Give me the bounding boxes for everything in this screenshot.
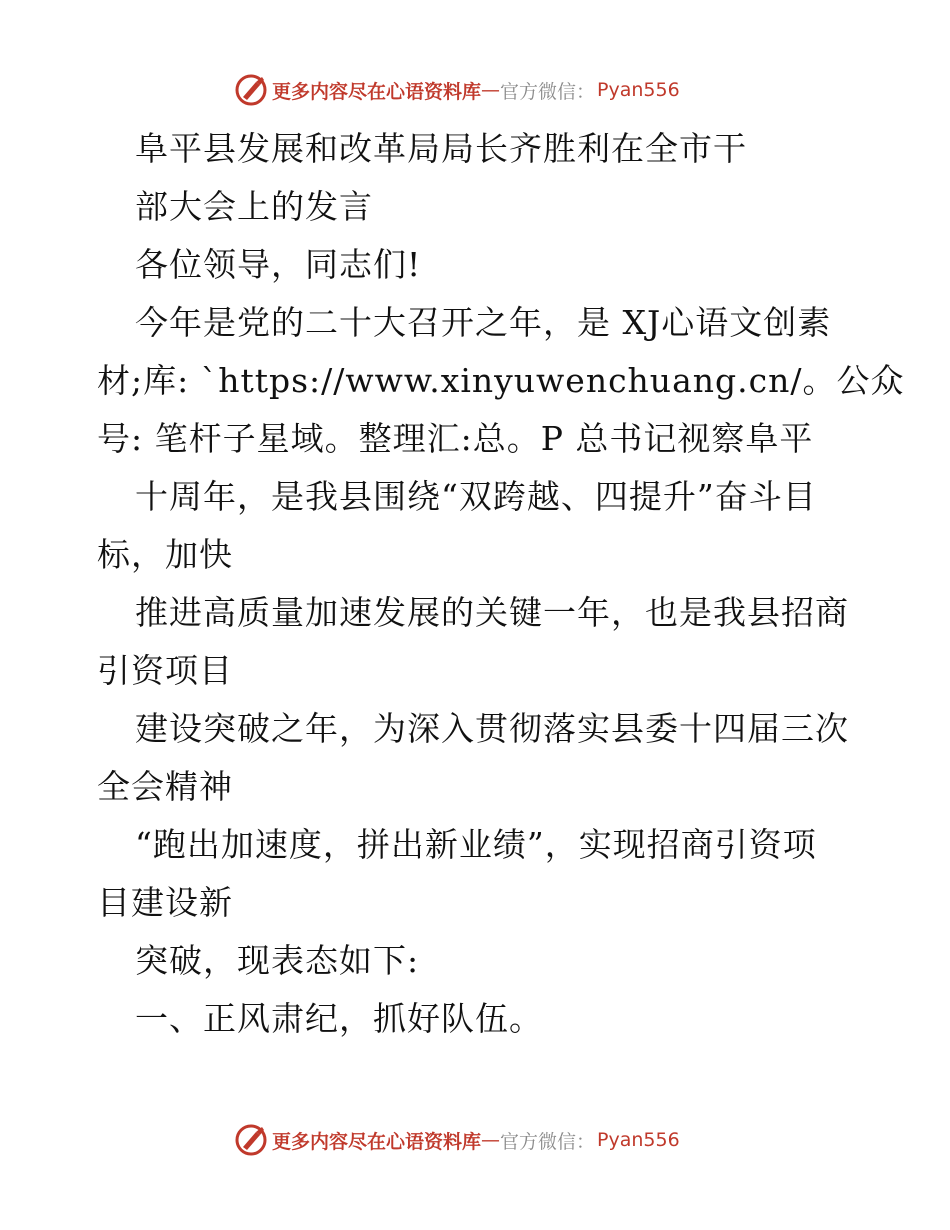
body-line: 推进高质量加速发展的关键一年，也是我县招商 <box>135 593 849 632</box>
footer-brand-text: 更多内容尽在心语资料库 <box>272 1130 482 1153</box>
header-label: 官方微信： <box>500 80 596 103</box>
body-line: “跑出加速度，拼出新业绩”，实现招商引资项 <box>135 825 817 864</box>
footer-label: 官方微信： <box>500 1130 596 1153</box>
body-line: 目建设新 <box>97 883 233 922</box>
body-line: 号: 笔杆子星域。整理汇:总。P 总书记视察阜平 <box>97 419 814 458</box>
quill-seal-icon <box>234 1123 268 1157</box>
header-wechat-id: Pyan556 <box>597 79 680 101</box>
body-line: 十周年，是我县围绕“双跨越、四提升”奋斗目 <box>135 477 817 516</box>
body-line: 各位领导，同志们! <box>135 245 422 284</box>
body-line: 引资项目 <box>97 651 233 690</box>
body-line: 一、正风肃纪，抓好队伍。 <box>135 999 543 1038</box>
body-line: 全会精神 <box>97 767 233 806</box>
footer-banner <box>234 1122 714 1158</box>
header-brand-text: 更多内容尽在心语资料库 <box>272 80 482 103</box>
footer-dash: — <box>481 1129 501 1151</box>
body-line: 阜平县发展和改革局局长齐胜利在全市干 <box>135 129 747 168</box>
body-line: 材;库: `https://www.xinyuwenchuang.cn/。公众 <box>97 361 905 400</box>
body-line: 今年是党的二十大召开之年，是 XJ心语文创素 <box>135 303 832 342</box>
body-line: 建设突破之年，为深入贯彻落实县委十四届三次 <box>135 709 849 748</box>
body-line: 突破，现表态如下: <box>135 941 420 980</box>
header-banner <box>234 72 714 108</box>
header-dash: — <box>481 79 501 101</box>
quill-seal-icon <box>234 73 268 107</box>
document-body <box>97 120 905 1048</box>
body-line: 标，加快 <box>97 535 233 574</box>
footer-wechat-id: Pyan556 <box>597 1129 680 1151</box>
body-line: 部大会上的发言 <box>135 187 373 226</box>
